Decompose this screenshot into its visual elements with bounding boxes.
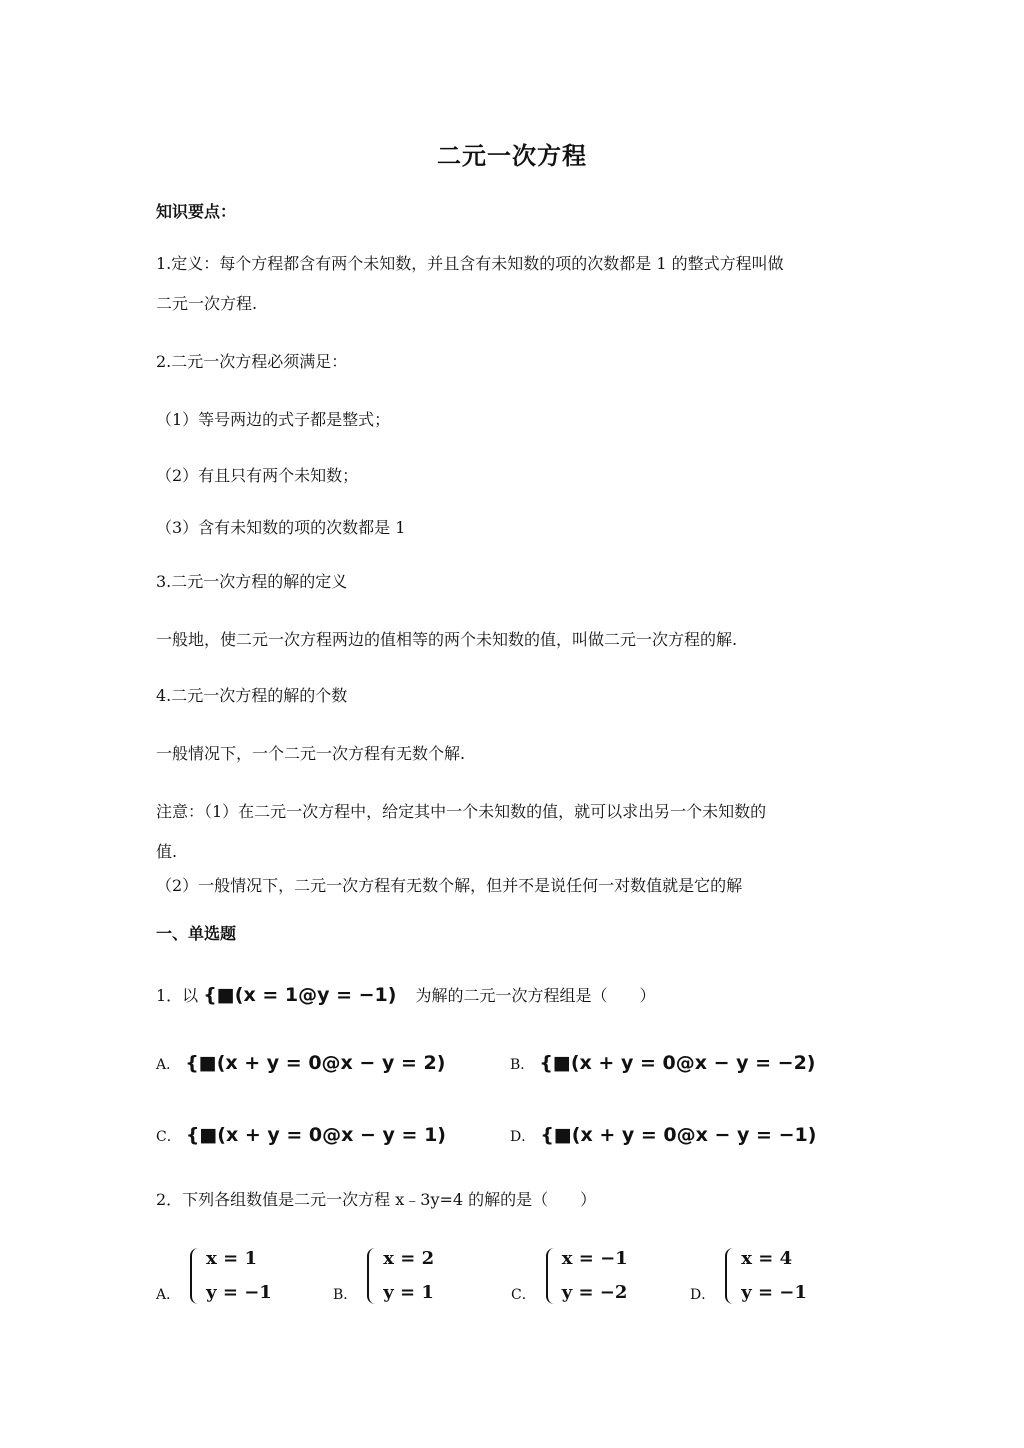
option-formula: {■(x + y = 0@x − y = −1): [540, 1124, 817, 1146]
option-label: B．: [510, 1057, 535, 1073]
q2-option-c[interactable]: [511, 1248, 628, 1304]
system-line-2: y = −2: [561, 1282, 628, 1303]
q1-option-c[interactable]: [156, 1124, 446, 1146]
point-2-item-3: （3）含有未知数的项的次数都是 1: [156, 518, 406, 537]
q1-option-b[interactable]: [510, 1052, 815, 1074]
q2-option-d[interactable]: [690, 1248, 807, 1304]
part-heading: 一、单选题: [156, 924, 237, 943]
question-2: 2．下列各组数值是二元一次方程 x﹣3y=4 的解的是（ ）: [156, 1190, 597, 1209]
system-line-1: x = −1: [561, 1248, 628, 1269]
point-4-heading: 4.二元一次方程的解的个数: [156, 686, 348, 705]
option-formula: {■(x + y = 0@x − y = −2): [539, 1052, 816, 1074]
question-1: [156, 984, 656, 1006]
brace-icon: [190, 1248, 202, 1304]
option-label: C．: [511, 1287, 536, 1303]
q1-option-a[interactable]: [156, 1052, 445, 1074]
equation-system: [546, 1248, 628, 1304]
q1-option-d[interactable]: [510, 1124, 816, 1146]
q2-option-b[interactable]: [333, 1248, 434, 1304]
system-line-1: x = 1: [206, 1248, 257, 1269]
system-line-1: x = 4: [741, 1248, 793, 1269]
point-1-definition: 1.定义：每个方程都含有两个未知数，并且含有未知数的项的次数都是 1 的整式方程叫做: [156, 254, 784, 273]
system-line-2: y = 1: [383, 1282, 434, 1303]
equation-system: [190, 1248, 272, 1304]
option-formula: {■(x + y = 0@x − y = 2): [185, 1052, 446, 1074]
section-heading: 知识要点：: [156, 202, 237, 221]
page-title: 二元一次方程: [437, 141, 587, 170]
point-2-item-2: （2）有且只有两个未知数；: [156, 466, 359, 485]
question-1-suffix: 为解的二元一次方程组是（ ）: [415, 986, 656, 1005]
equation-system: [367, 1248, 434, 1304]
point-2-heading: 2.二元一次方程必须满足：: [156, 352, 348, 371]
question-1-formula: {■(x = 1@y = −1): [203, 984, 397, 1006]
option-label: D．: [510, 1129, 536, 1145]
point-3-heading: 3.二元一次方程的解的定义: [156, 572, 348, 591]
system-line-2: y = −1: [741, 1282, 807, 1303]
brace-icon: [546, 1248, 558, 1304]
brace-icon: [367, 1248, 379, 1304]
note-1: 注意：（1）在二元一次方程中，给定其中一个未知数的值，就可以求出另一个未知数的: [156, 802, 767, 821]
system-line-2: y = −1: [206, 1282, 272, 1303]
system-line-1: x = 2: [383, 1248, 435, 1269]
option-formula: {■(x + y = 0@x − y = 1): [185, 1124, 446, 1146]
note-1-continuation: 值.: [156, 842, 178, 861]
option-label: B．: [333, 1287, 358, 1303]
equation-system: [725, 1248, 807, 1304]
question-1-prefix: 1．以: [156, 986, 199, 1005]
brace-icon: [725, 1248, 737, 1304]
point-2-item-1: （1）等号两边的式子都是整式；: [156, 410, 391, 429]
point-1-continuation: 二元一次方程.: [156, 294, 258, 313]
option-label: A．: [156, 1287, 181, 1303]
option-label: D．: [690, 1287, 716, 1303]
option-label: C．: [156, 1129, 181, 1145]
point-4-body: 一般情况下，一个二元一次方程有无数个解.: [156, 744, 466, 763]
option-label: A．: [156, 1057, 181, 1073]
point-3-body: 一般地，使二元一次方程两边的值相等的两个未知数的值，叫做二元一次方程的解.: [156, 630, 738, 649]
note-2: （2）一般情况下，二元一次方程有无数个解，但并不是说任何一对数值就是它的解: [156, 876, 743, 895]
q2-option-a[interactable]: [156, 1248, 272, 1304]
